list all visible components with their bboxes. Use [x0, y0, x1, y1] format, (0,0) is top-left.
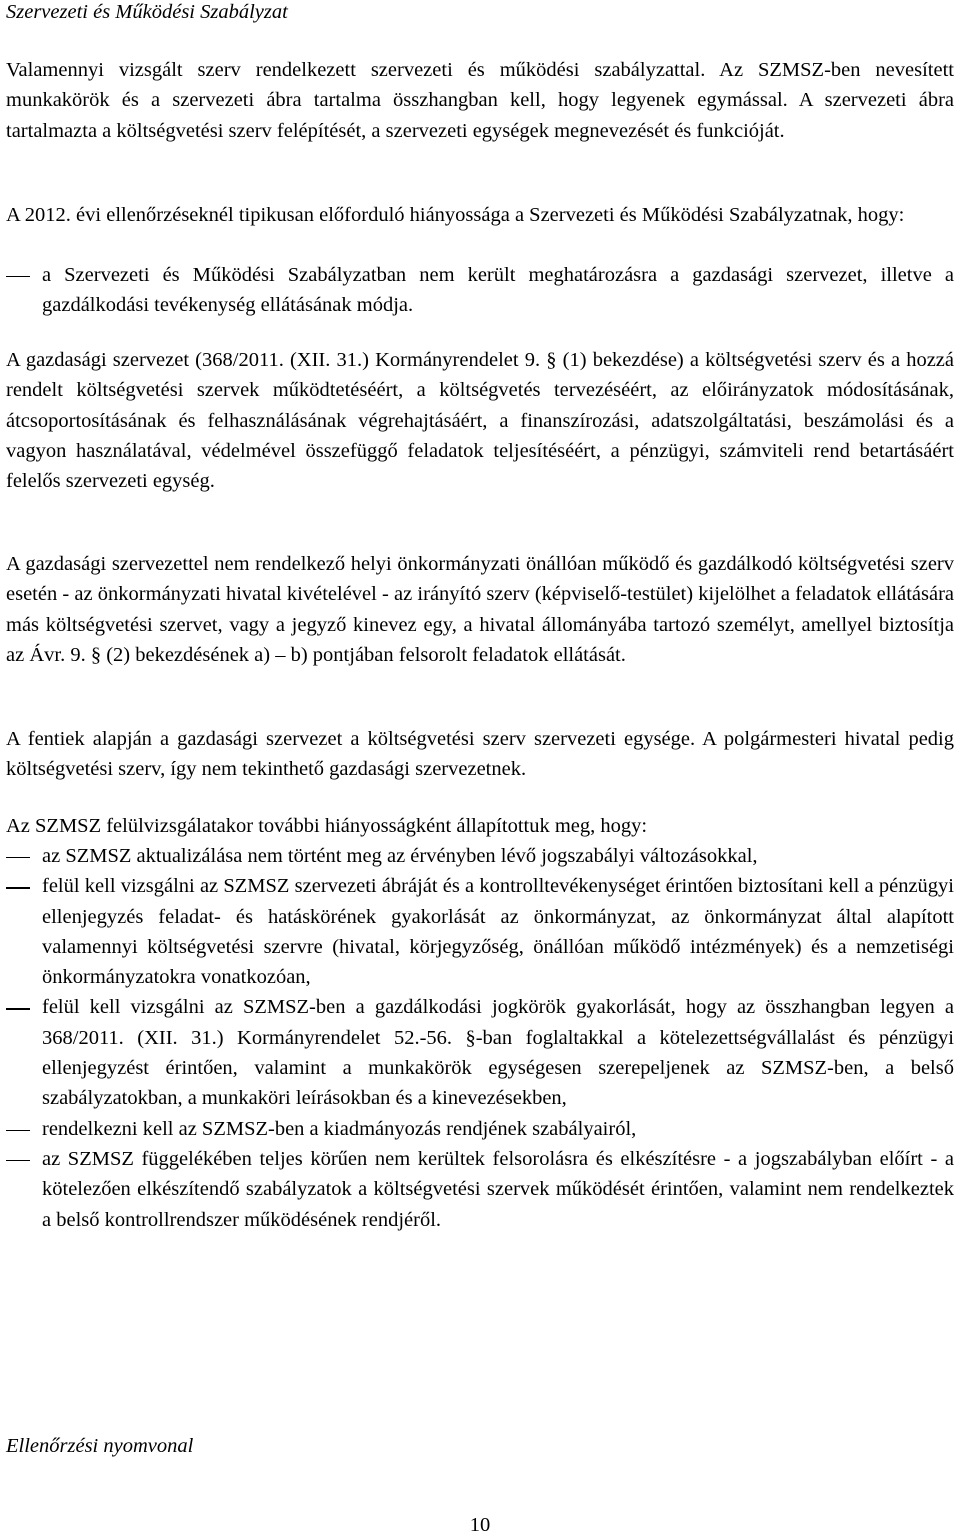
list-item-text: felül kell vizsgálni az SZMSZ szervezeti ábráját és a kontrolltevékenységet érintően biztosítani kell a pénzügyi ellenjegyzés feladat- és hatáskörének gyakorlását az önkormányzat, az önkormányzat által alapított valamennyi költségvetési szervre (hivatal, körjegyzőség, önállóan működő intézmények) és a nemzetiségi önkormányzatokra vonatkozóan, — [42, 875, 954, 989]
paragraph-szmsz-intro: Valamennyi vizsgált szerv rendelkezett szervezeti és működési szabályzattal. Az SZMSZ-ben nevesített munkakörök és a szervezeti ábra tartalma összhangban kell, hogy legyenek egymással. A szervezeti ábra tartalmazta a költségvetési szerv felépítését, a szervezeti egységek megnevezését és funkcióját. — [6, 59, 954, 142]
list-item — [6, 841, 954, 871]
list-item — [6, 992, 954, 1113]
list-item-text: a Szervezeti és Működési Szabályzatban nem került meghatározásra a gazdasági szervezet, illetve a gazdálkodási tevékenység ellátásának módja. — [42, 264, 954, 317]
page-number: 10 — [469, 1514, 491, 1536]
list-item-text: az SZMSZ aktualizálása nem történt meg az érvényben lévő jogszabályi változásokkal, — [42, 845, 758, 867]
paragraph-nem-rendelkezo: A gazdasági szervezettel nem rendelkező helyi önkormányzati önállóan működő és gazdálkodó költségvetési szerv esetén - az önkormányzati hivatal kivételével - az irányító szerv (képviselő-testület) kijelölhet a feladatok ellátására más költségvetési szervet, vagy a jegyző kinevez egy, a hivatal állományába tartozó személyt, amellyel biztosítja az Ávr. 9. § (2) bekezdésének a) – b) pontjában felsorolt feladatok ellátását. — [6, 553, 954, 666]
paragraph-felulvizsgalat: Az SZMSZ felülvizsgálatakor további hiányosságként állapítottuk meg, hogy: — [6, 815, 648, 837]
list-item — [6, 260, 954, 321]
list-item — [6, 1114, 954, 1144]
list-item-text: az SZMSZ függelékében teljes körűen nem kerültek felsorolásra és elkészítésre - a jogszabályban előírt - a kötelezően elkészítendő szabályzatok a költségvetési szervek működését érintően, valamint nem rendelkeztek a belső kontrollrendszer működésének rendjéről. — [42, 1147, 954, 1231]
list-item-text: felül kell vizsgálni az SZMSZ-ben a gazdálkodási jogkörök gyakorlását, hogy az összhangban legyen a 368/2011. (XII. 31.) Kormányrendelet 52.-56. §-ban foglaltakkal a kötelezettségvállalást és pénzügyi ellenjegyzést érintően, valamint a munkakörök egységesen szerepeljenek az SZMSZ-ben, a belső szabályzatokban, a munkaköri leírásokban és a kinevezésekben, — [42, 996, 954, 1110]
list-item — [6, 1144, 954, 1235]
paragraph-2012-deficiencies: A 2012. évi ellenőrzéseknél tipikusan előforduló hiányossága a Szervezeti és Működési Szabályzatnak, hogy: — [6, 204, 905, 226]
paragraph-gazdasagi-szervezet: A gazdasági szervezet (368/2011. (XII. 31.) Kormányrendelet 9. § (1) bekezdése) a költségvetési szerv és a hozzá rendelt költségvetési szervek működtetéséért, a költségvetés tervezéséért, az előirányzatok módosításának, átcsoportosításának és felhasználásának végrehajtásáért, a finanszírozási, adatszolgáltatási, beszámolási és a vagyon használatával, védelmével összefüggő feladatok teljesítéséért, a pénzügyi, számviteli rend betartásáért felelős szervezeti egység. — [6, 349, 954, 493]
list-item-text: rendelkezni kell az SZMSZ-ben a kiadmányozás rendjének szabályairól, — [42, 1117, 637, 1140]
section-title: Szervezeti és Működési Szabályzat — [6, 1, 288, 23]
audit-trail-heading: Ellenőrzési nyomvonal — [6, 1435, 194, 1457]
list-item — [6, 871, 954, 992]
paragraph-fentiek-alapjan: A fentiek alapján a gazdasági szervezet a költségvetési szerv szervezeti egysége. A polgármesteri hivatal pedig költségvetési szerv, így nem tekinthető gazdasági szervezetnek. — [6, 728, 954, 781]
deficiency-list-2 — [6, 841, 954, 1235]
deficiency-list-1 — [6, 260, 954, 321]
